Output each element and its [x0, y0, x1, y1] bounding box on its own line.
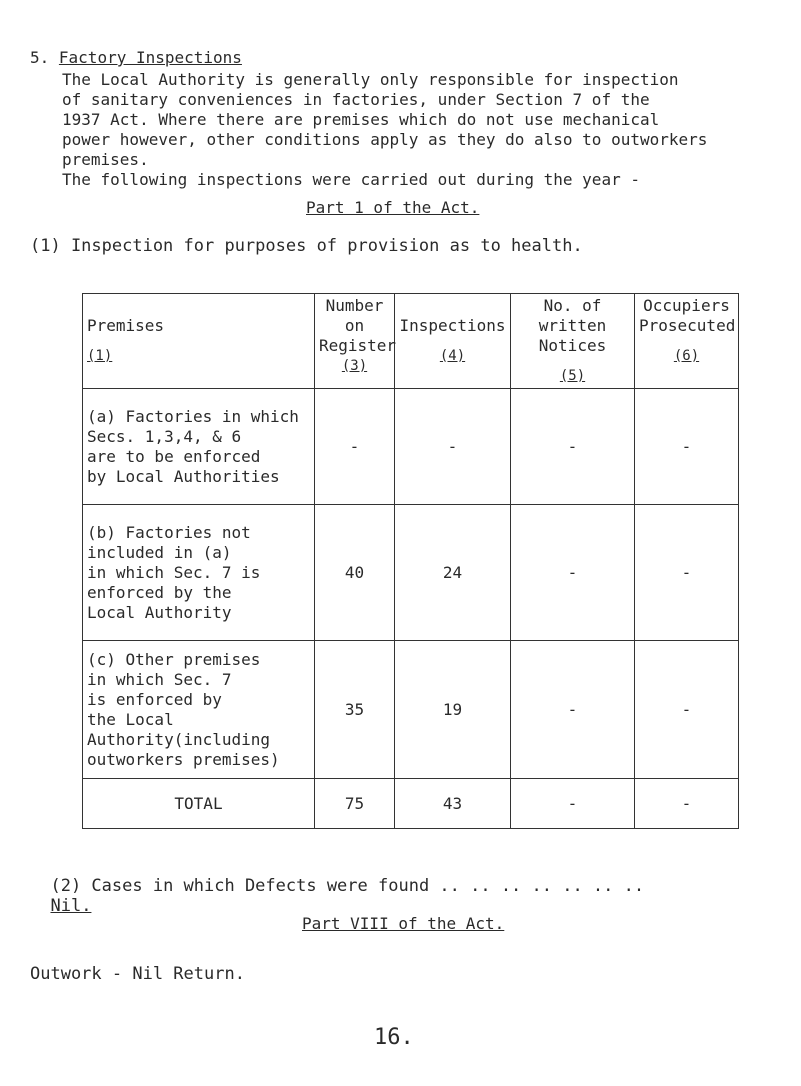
- row-c-notices: -: [511, 641, 635, 779]
- row-c-premises: (c) Other premises in which Sec. 7 is enforced by the Local Authority(including outworkers premises): [83, 641, 315, 779]
- row-a-premises: (a) Factories in which Secs. 1,3,4, & 6 are to be enforced by Local Authorities: [83, 389, 315, 505]
- row-b-notices: -: [511, 505, 635, 641]
- inspections-table: [82, 293, 739, 829]
- row-b-register: 40: [315, 505, 395, 641]
- total-notices: -: [511, 779, 635, 829]
- part-viii-heading: Part VIII of the Act.: [302, 914, 505, 933]
- section-title: Factory Inspections: [58, 48, 242, 67]
- row-a-notices: -: [511, 389, 635, 505]
- table-row: [83, 505, 739, 641]
- row-c-inspections: 19: [395, 641, 511, 779]
- defects-line-value: Nil.: [50, 896, 92, 916]
- page-number: 16.: [374, 1025, 414, 1050]
- section-number: 5.: [30, 48, 50, 67]
- header-premises: Premises (1): [83, 294, 315, 389]
- row-c-register: 35: [315, 641, 395, 779]
- defects-line: [30, 856, 644, 916]
- header-prosecuted: Occupiers Prosecuted (6): [635, 294, 739, 389]
- header-inspections: Inspections (4): [395, 294, 511, 389]
- row-b-premises: (b) Factories not included in (a) in which Sec. 7 is enforced by the Local Authority: [83, 505, 315, 641]
- table-total-row: [83, 779, 739, 829]
- row-c-prosecuted: -: [635, 641, 739, 779]
- total-prosecuted: -: [635, 779, 739, 829]
- row-b-inspections: 24: [395, 505, 511, 641]
- header-register: Number on Register (3): [315, 294, 395, 389]
- row-a-register: -: [315, 389, 395, 505]
- defects-line-text: (2) Cases in which Defects were found .. .. .. .. .. .. ..: [50, 876, 645, 896]
- table-row: [83, 389, 739, 505]
- header-notices: No. of written Notices (5): [511, 294, 635, 389]
- row-a-inspections: -: [395, 389, 511, 505]
- row-a-prosecuted: -: [635, 389, 739, 505]
- table-header-row: [83, 294, 739, 389]
- intro-paragraph: The Local Authority is generally only responsible for inspection of sanitary conveniences in factories, under Section 7 of the 1937 Act. Where there are premises which do not use mechanical power however, other conditions apply as they do also to outworkers premises. The following inspections were carried out during the year -: [62, 70, 708, 189]
- outwork-line: Outwork - Nil Return.: [30, 964, 245, 984]
- total-inspections: 43: [395, 779, 511, 829]
- section-heading: [30, 48, 242, 68]
- row-b-prosecuted: -: [635, 505, 739, 641]
- total-register: 75: [315, 779, 395, 829]
- part-heading: Part 1 of the Act.: [306, 198, 480, 217]
- table-row: [83, 641, 739, 779]
- total-label: TOTAL: [83, 779, 315, 829]
- subheading-inspection-health: (1) Inspection for purposes of provision as to health.: [30, 236, 583, 256]
